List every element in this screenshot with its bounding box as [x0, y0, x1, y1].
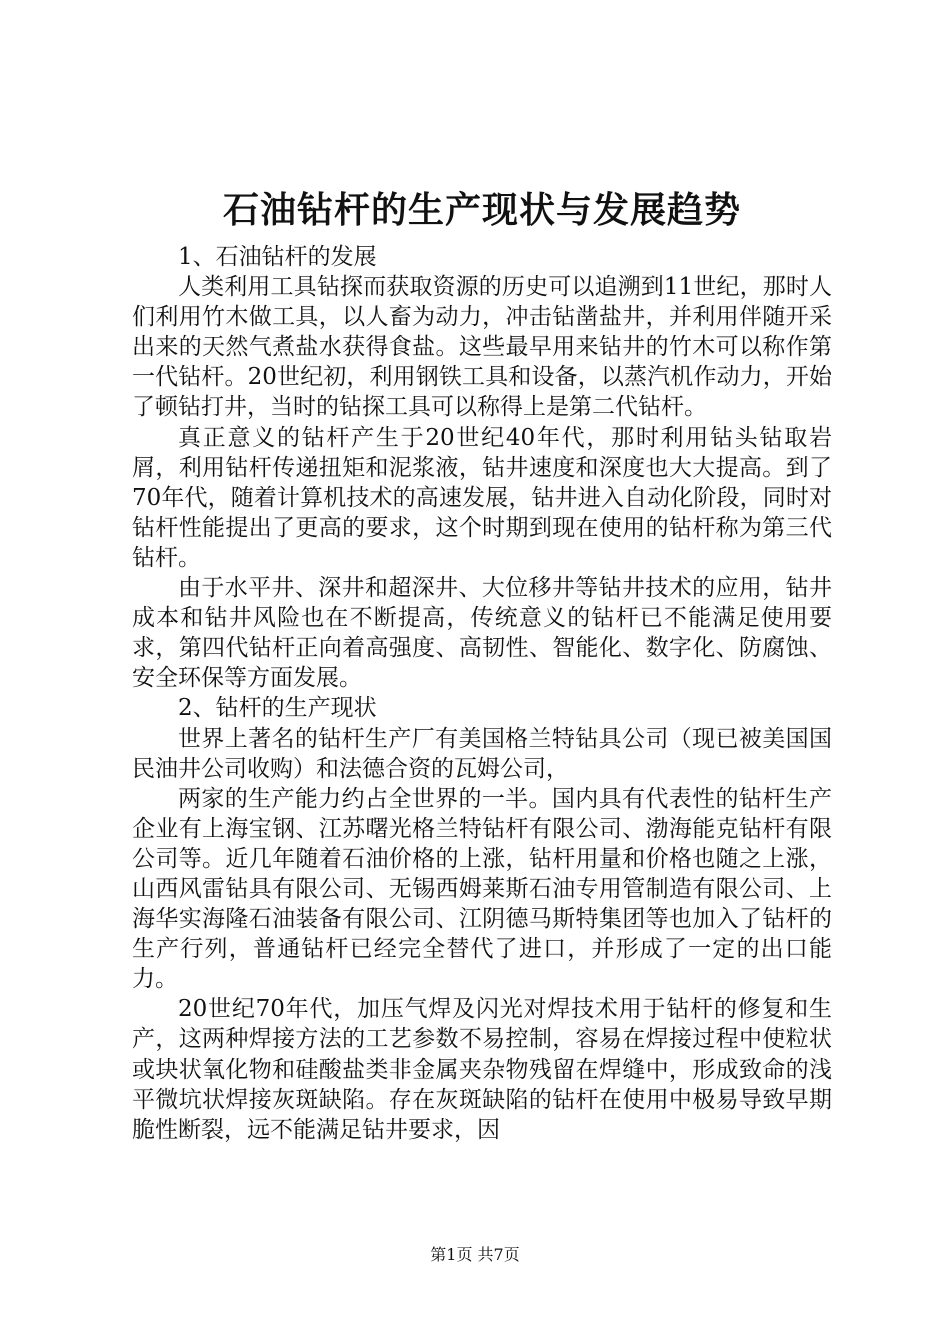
page-number-footer: 第1页 共7页: [430, 1245, 520, 1264]
body-paragraph: 真正意义的钻杆产生于20世纪40年代，那时利用钻头钻取岩屑，利用钻杆传递扭矩和泥浆液，钻井速度和深度也大大提高。到了70年代，随着计算机技术的高速发展，钻井进入自动化阶段，同时对钻杆性能提出了更高的要求，这个时期到现在使用的钻杆称为第三代钻杆。: [132, 424, 832, 571]
body-paragraph: 人类利用工具钻探而获取资源的历史可以追溯到11世纪，那时人们利用竹木做工具，以人畜为动力，冲击钻凿盐井，并利用伴随开采出来的天然气煮盐水获得食盐。这些最早用来钻井的竹木可以称作第一代钻杆。20世纪初，利用钢铁工具和设备，以蒸汽机作动力，开始了顿钻打井，当时的钻探工具可以称得上是第二代钻杆。: [132, 274, 832, 421]
document-page: [132, 178, 832, 1145]
body-paragraph: 由于水平井、深井和超深井、大位移井等钻井技术的应用，钻井成本和钻井风险也在不断提高，传统意义的钻杆已不能满足使用要求，第四代钻杆正向着高强度、高韧性、智能化、数字化、防腐蚀、安全环保等方面发展。: [132, 575, 832, 692]
document-title: 石油钻杆的生产现状与发展趋势: [222, 189, 741, 231]
body-paragraph: 20世纪70年代，加压气焊及闪光对焊技术用于钻杆的修复和生产，这两种焊接方法的工艺参数不易控制，容易在焊接过程中使粒状或块状氧化物和硅酸盐类非金属夹杂物残留在焊缝中，形成致命的浅平微坑状焊接灰斑缺陷。存在灰斑缺陷的钻杆在使用中极易导致早期脆性断裂，远不能满足钻井要求，因: [132, 996, 832, 1143]
body-paragraph: 两家的生产能力约占全世界的一半。国内具有代表性的钻杆生产企业有上海宝钢、江苏曙光格兰特钻杆有限公司、渤海能克钻杆有限公司等。近几年随着石油价格的上涨，钻杆用量和价格也随之上涨，山西风雷钻具有限公司、无锡西姆莱斯石油专用管制造有限公司、上海华实海隆石油装备有限公司、江阴德马斯特集团等也加入了钻杆的生产行列，普通钻杆已经完全替代了进口，并形成了一定的出口能力。: [132, 785, 832, 993]
section-heading: 2、钻杆的生产现状: [178, 695, 377, 722]
section-heading: 1、石油钻杆的发展: [178, 244, 377, 270]
body-paragraph: 世界上著名的钻杆生产厂有美国格兰特钻具公司（现已被美国国民油井公司收购）和法德合资的瓦姆公司，: [132, 725, 832, 782]
